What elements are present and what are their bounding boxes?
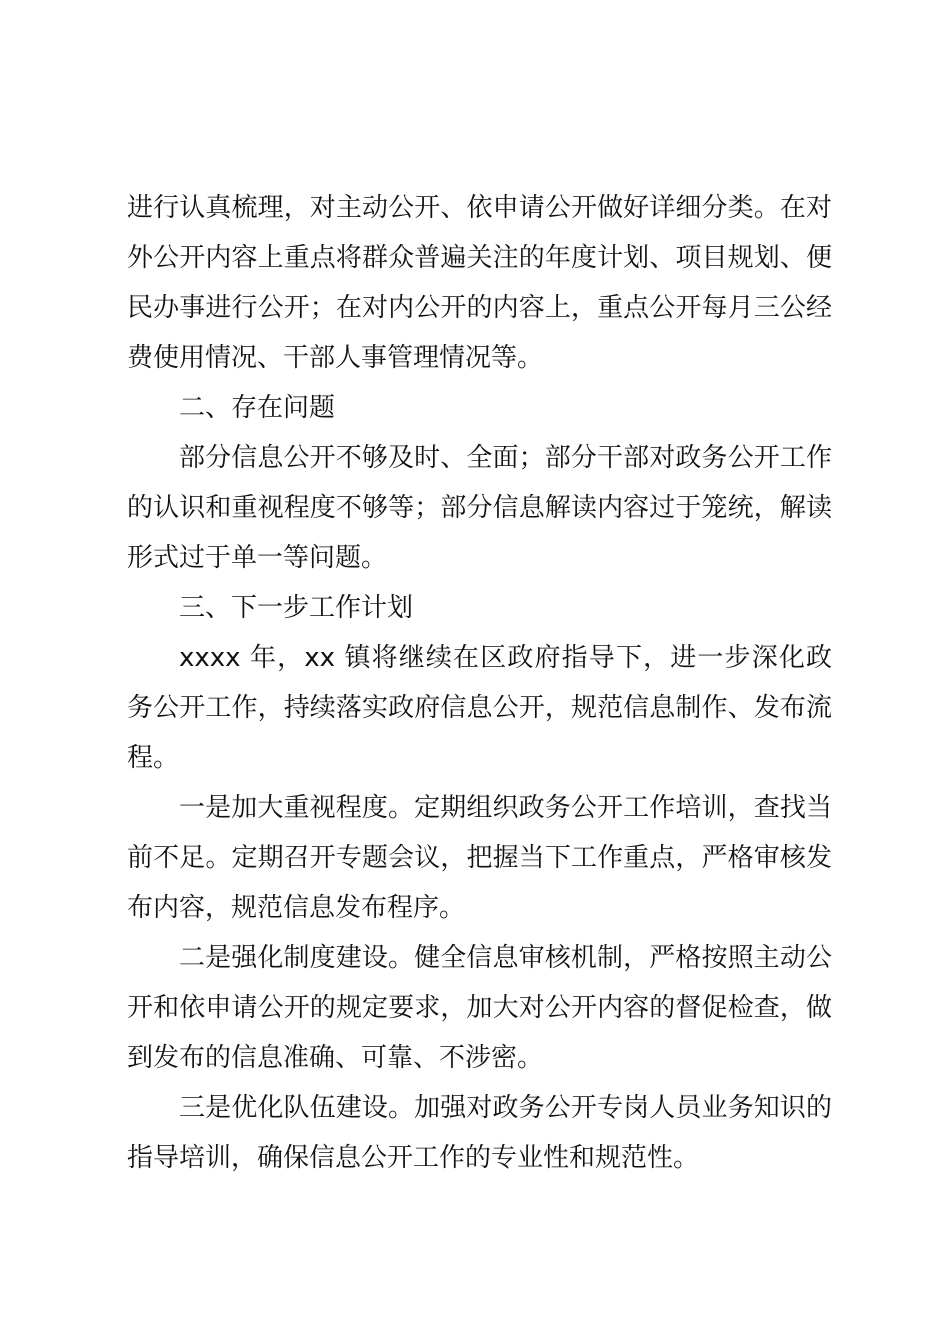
body-paragraph-point-one: 一是加大重视程度。定期组织政务公开工作培训，查找当前不足。定期召开专题会议，把握当下工作重点，严格审核发布内容，规范信息发布程序。 [127, 793, 832, 923]
body-paragraph-point-two: 二是强化制度建设。健全信息审核机制，严格按照主动公开和依申请公开的规定要求，加大对公开内容的督促检查，做到发布的信息准确、可靠、不涉密。 [127, 943, 832, 1073]
body-paragraph-classification: 进行认真梳理，对主动公开、依申请公开做好详细分类。在对外公开内容上重点将群众普遍关注的年度计划、项目规划、便民办事进行公开；在对内公开的内容上，重点公开每月三公经费使用情况、干部人事管理情况等。 [127, 193, 832, 373]
document-body [127, 183, 832, 1183]
body-paragraph-problems: 部分信息公开不够及时、全面；部分干部对政务公开工作的认识和重视程度不够等；部分信息解读内容过于笼统，解读形式过于单一等问题。 [127, 443, 832, 573]
body-paragraph-plan-intro: xxxx 年，xx 镇将继续在区政府指导下，进一步深化政务公开工作，持续落实政府信息公开，规范信息制作、发布流程。 [127, 643, 832, 773]
body-paragraph-point-three: 三是优化队伍建设。加强对政务公开专岗人员业务知识的指导培训，确保信息公开工作的专业性和规范性。 [127, 1093, 832, 1173]
section-heading-next-steps: 三、下一步工作计划 [179, 593, 414, 623]
section-heading-existing-problems: 二、存在问题 [179, 393, 336, 423]
